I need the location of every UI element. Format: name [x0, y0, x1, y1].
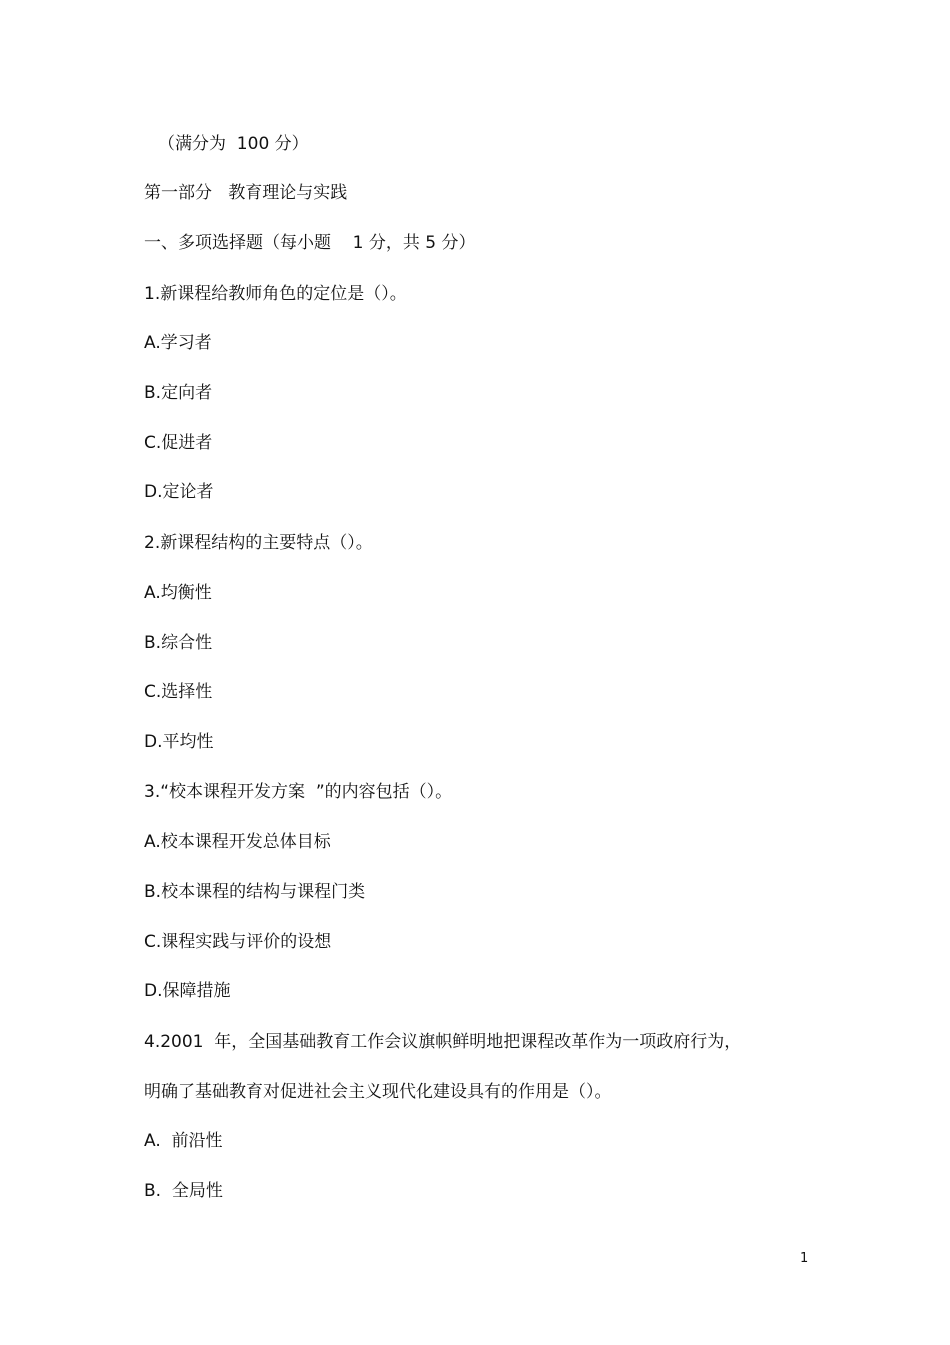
page-number: 1: [800, 1251, 809, 1266]
question-3-option-b: B.校本课程的结构与课程门类: [144, 882, 366, 902]
question-2-option-c: C.选择性: [144, 682, 213, 702]
question-3-option-c: C.课程实践与评价的设想: [144, 932, 332, 952]
question-1-option-a: A.学习者: [144, 333, 212, 353]
question-3-stem: 3.“校本课程开发方案 ”的内容包括（）。: [144, 782, 453, 802]
question-2-stem: 2.新课程结构的主要特点（）。: [144, 533, 373, 553]
section-title: 一、多项选择题（每小题 1 分，共 5 分）: [144, 233, 476, 253]
question-2-option-a: A.均衡性: [144, 583, 212, 603]
score-note: （满分为 100 分）: [158, 134, 309, 154]
question-4-stem-line-1: 4.2001 年，全国基础教育工作会议旗帜鲜明地把课程改革作为一项政府行为，: [144, 1032, 742, 1052]
question-2-option-b: B.综合性: [144, 633, 213, 653]
part-title: 第一部分 教育理论与实践: [144, 183, 348, 203]
question-1-option-d: D.定论者: [144, 482, 214, 502]
question-4-option-b: B. 全局性: [144, 1181, 223, 1201]
question-2-option-d: D.平均性: [144, 732, 214, 752]
question-1-option-c: C.促进者: [144, 433, 213, 453]
question-1-stem: 1.新课程给教师角色的定位是（）。: [144, 284, 407, 304]
question-4-stem-line-2: 明确了基础教育对促进社会主义现代化建设具有的作用是（）。: [144, 1082, 612, 1102]
question-3-option-d: D.保障措施: [144, 981, 231, 1001]
question-4-option-a: A. 前沿性: [144, 1131, 223, 1151]
question-1-option-b: B.定向者: [144, 383, 213, 403]
question-3-option-a: A.校本课程开发总体目标: [144, 832, 331, 852]
